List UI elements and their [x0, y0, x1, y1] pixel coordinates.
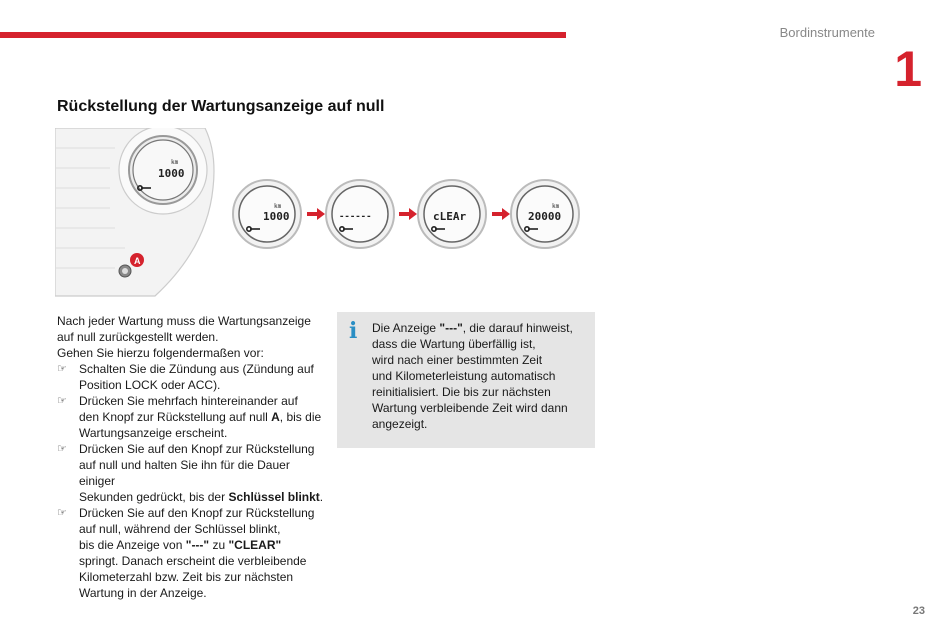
step-text-part: , bis die	[279, 410, 322, 424]
display-2-value: ------	[339, 212, 372, 222]
info-icon: i	[349, 318, 358, 344]
step-text: Position LOCK oder ACC).	[79, 378, 221, 392]
intro-line: Gehen Sie hierzu folgendermaßen vor:	[57, 346, 264, 360]
step-text-bold: "---"	[185, 538, 210, 552]
info-line: und Kilometerleistung automatisch	[372, 369, 556, 383]
arrow-icon	[492, 208, 510, 220]
display-4-value: 20000	[528, 210, 562, 223]
step-text: auf null und halten Sie ihn für die Dauer einiger	[79, 458, 290, 488]
display-step-4	[511, 180, 579, 248]
info-line: wird nach einer bestimmten Zeit	[372, 353, 543, 367]
step-text: Drücken Sie mehrfach hintereinander auf	[79, 394, 298, 408]
display-1-unit: km	[274, 203, 282, 210]
info-text-part: Die Anzeige	[372, 321, 440, 335]
step-text: auf null, während der Schlüssel blinkt,	[79, 522, 281, 536]
step-4	[57, 505, 327, 601]
step-text: Wartungsanzeige erscheint.	[79, 426, 228, 440]
section-title: Bordinstrumente	[779, 25, 875, 40]
display-4-unit: km	[552, 203, 560, 210]
page-number: 23	[912, 605, 925, 617]
step-text	[79, 409, 327, 425]
info-line: angezeigt.	[372, 417, 428, 431]
step-text: Drücken Sie auf den Knopf zur Rückstellung	[79, 442, 315, 456]
step-text	[79, 489, 327, 505]
hand-pointer-icon: ☞	[57, 507, 67, 519]
step-text-part: zu	[209, 538, 229, 552]
hand-pointer-icon: ☞	[57, 363, 67, 375]
instrument-cluster	[55, 128, 214, 296]
reset-knob-inner	[122, 268, 128, 274]
step-text: Kilometerzahl bzw. Zeit bis zur nächsten	[79, 570, 294, 584]
info-text-bold: "---"	[439, 321, 463, 335]
display-1-value: 1000	[263, 210, 290, 223]
step-text: Schalten Sie die Zündung aus (Zündung auf	[79, 362, 314, 376]
step-1	[57, 361, 327, 393]
step-text-bold: "CLEAR"	[228, 538, 282, 552]
chapter-number: 1	[894, 41, 922, 97]
step-text-bold: A	[271, 410, 280, 424]
intro-line: Nach jeder Wartung muss die Wartungsanzeige	[57, 314, 311, 328]
info-line: Wartung verbleibende Zeit wird dann	[372, 401, 568, 415]
info-text	[372, 320, 586, 432]
step-text-part: den Knopf zur Rückstellung auf null	[79, 410, 272, 424]
main-display-value: 1000	[158, 167, 185, 180]
step-text-part: bis die Anzeige von	[79, 538, 186, 552]
step-text: Wartung in der Anzeige.	[79, 586, 207, 600]
arrow-icon	[399, 208, 417, 220]
page-title: Rückstellung der Wartungsanzeige auf null	[57, 98, 385, 115]
step-text-part: Sekunden gedrückt, bis der	[79, 490, 229, 504]
info-line: dass die Wartung überfällig ist,	[372, 337, 536, 351]
display-step-3	[418, 180, 486, 248]
step-text-part: .	[319, 490, 324, 504]
step-2	[57, 393, 327, 441]
step-text: springt. Danach erscheint die verbleibende	[79, 554, 307, 568]
button-a-label: A	[134, 256, 141, 266]
hand-pointer-icon: ☞	[57, 443, 67, 455]
info-box	[337, 312, 595, 448]
step-text	[79, 537, 327, 553]
instrument-illustration	[55, 128, 595, 308]
step-text-bold: Schlüssel blinkt	[228, 490, 320, 504]
step-text: Drücken Sie auf den Knopf zur Rückstellung	[79, 506, 315, 520]
display-step-2	[326, 180, 394, 248]
display-step-1	[233, 180, 301, 248]
hand-pointer-icon: ☞	[57, 395, 67, 407]
intro-line: auf null zurückgestellt werden.	[57, 330, 219, 344]
header-red-bar	[0, 32, 566, 38]
display-3-value: cLEAr	[433, 210, 467, 223]
main-display-unit: km	[171, 159, 179, 166]
arrow-icon	[307, 208, 325, 220]
instructions	[57, 313, 327, 601]
info-text-part: , die darauf hinweist,	[462, 321, 573, 335]
step-3	[57, 441, 327, 505]
info-line: reinitialisiert. Die bis zur nächsten	[372, 385, 551, 399]
info-line	[372, 320, 586, 336]
